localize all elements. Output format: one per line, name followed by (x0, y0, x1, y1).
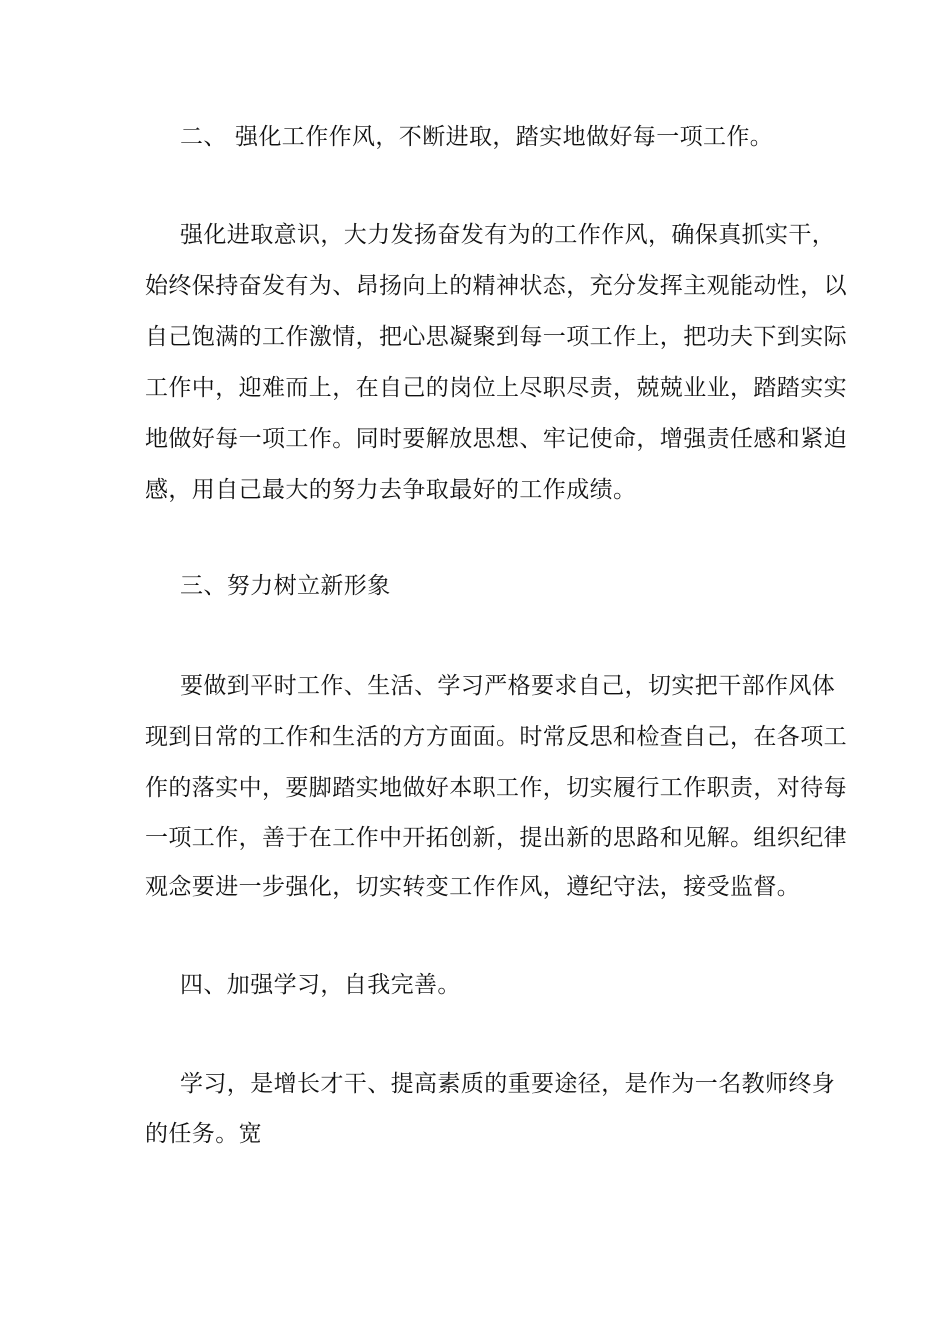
paragraph-line: 工作中，迎难而上，在自己的岗位上尽职尽责，兢兢业业，踏踏实实 (145, 375, 847, 401)
paragraph-line: 强化进取意识，大力发扬奋发有为的工作作风，确保真抓实干， (180, 222, 836, 248)
paragraph-line: 观念要进一步强化，切实转变工作作风，遵纪守法，接受监督。 (145, 874, 801, 900)
section-4-heading: 四、加强学习，自我完善。 (180, 972, 461, 998)
paragraph-line: 的任务。宽 (145, 1121, 262, 1147)
paragraph-line: 学习，是增长才干、提高素质的重要途径，是作为一名教师终身 (180, 1071, 836, 1097)
paragraph-line: 要做到平时工作、生活、学习严格要求自己，切实把干部作风体 (180, 673, 836, 699)
paragraph-line: 一项工作，善于在工作中开拓创新，提出新的思路和见解。组织纪律 (145, 825, 847, 851)
paragraph-line: 感，用自己最大的努力去争取最好的工作成绩。 (145, 477, 637, 503)
paragraph-line: 现到日常的工作和生活的方方面面。时常反思和检查自己，在各项工 (145, 724, 847, 750)
paragraph-line: 自己饱满的工作激情，把心思凝聚到每一项工作上，把功夫下到实际 (145, 324, 847, 350)
paragraph-line: 作的落实中，要脚踏实地做好本职工作，切实履行工作职责，对待每 (145, 775, 847, 801)
section-2-number: 二、 (180, 124, 227, 150)
paragraph-line: 地做好每一项工作。同时要解放思想、牢记使命，增强责任感和紧迫 (145, 426, 847, 452)
section-2-heading (180, 122, 773, 152)
section-2-title: 强化工作作风，不断进取，踏实地做好每一项工作。 (235, 124, 774, 150)
paragraph-line: 始终保持奋发有为、昂扬向上的精神状态，充分发挥主观能动性，以 (145, 273, 847, 299)
section-3-heading: 三、努力树立新形象 (180, 573, 391, 599)
